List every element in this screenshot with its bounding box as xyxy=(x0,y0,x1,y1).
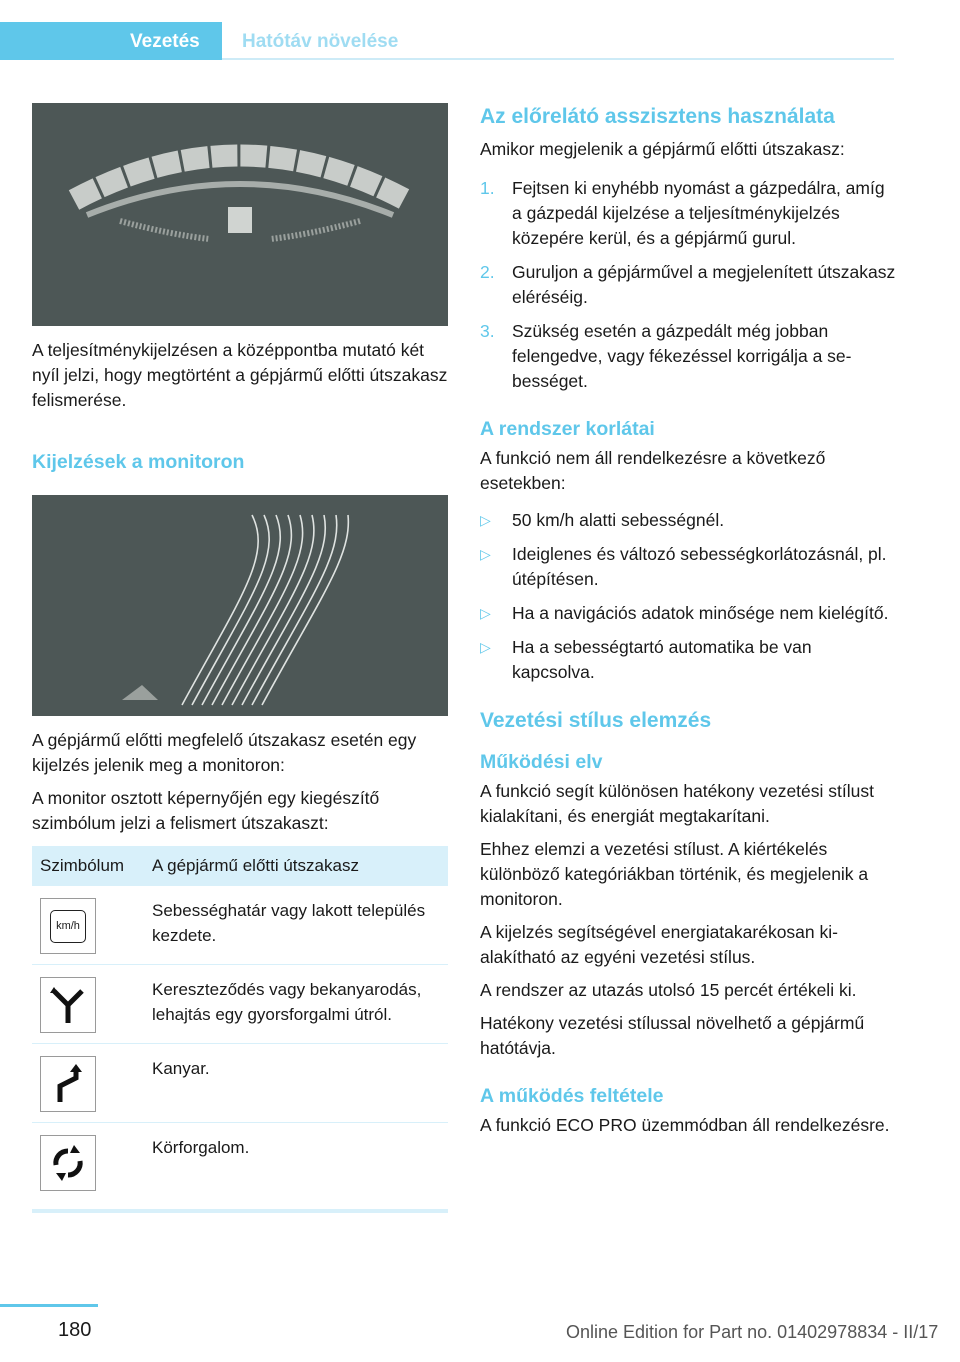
left-column xyxy=(32,103,448,1213)
usage-steps xyxy=(480,176,896,394)
roundabout-icon xyxy=(40,1135,96,1191)
power-gauge-graphic xyxy=(32,103,448,326)
table-header-row xyxy=(32,846,448,886)
page-header xyxy=(0,0,960,70)
table-cell-text: Kanyar. xyxy=(144,1044,448,1123)
junction-icon xyxy=(40,977,96,1033)
list-item: ▷ Ha a sebességtartó automatika be van kapcsolva. xyxy=(480,637,812,682)
figure1-caption: A teljesítménykijelzésen a középpontba mutató két nyíl jelzi, hogy megtörtént a gépjármű előtti útszakasz felismerése. xyxy=(32,340,448,410)
list-item: ▷ Ha a navigációs adatok minősége nem kielégítő. xyxy=(480,603,889,623)
limits-intro: A funkció nem áll rendelkezésre a következő esetekben: xyxy=(480,448,826,493)
principle-para: Hatékony vezetési stílussal növelhető a gépjármű hatótávja. xyxy=(480,1013,865,1058)
limits-list xyxy=(480,508,896,685)
heading-principle: Működési elv xyxy=(480,751,603,773)
footer-rule xyxy=(0,1304,98,1307)
monitor-para-1: A gépjármű előtti megfelelő útszakasz esetén egy kijelzés jelenik meg a monitoron: xyxy=(32,730,417,775)
curve-icon xyxy=(40,1056,96,1112)
table-row xyxy=(32,1044,448,1123)
symbol-table xyxy=(32,846,448,1213)
heading-driving-style: Vezetési stílus elemzés xyxy=(480,709,712,732)
heading-assistant-usage: Az előrelátó asszisztens használata xyxy=(480,105,835,128)
table-row xyxy=(32,1123,448,1212)
list-item: ▷ Ideiglenes és változó sebességkorlátozásnál, pl. útépítésen. xyxy=(480,544,887,589)
subsection-title: Hatótáv növelése xyxy=(242,31,399,52)
table-row xyxy=(32,886,448,965)
right-column xyxy=(480,103,896,1138)
col-header-segment: A gépjármű előtti útszakasz xyxy=(144,846,448,886)
principle-para: A rendszer az utazás utolsó 15 percét értékeli ki. xyxy=(480,980,857,1000)
header-rule xyxy=(222,58,894,60)
list-item: ▷ 50 km/h alatti sebességnél. xyxy=(480,510,725,530)
monitor-para-2: A monitor osztott képernyőjén egy kiegészítő szimbólum jelzi a felismert útszakaszt: xyxy=(32,788,380,833)
col-header-symbol: Szimbólum xyxy=(32,846,144,886)
principle-para: Ehhez elemzi a vezetési stílust. A kiértékelés különböző kategóriákban történik, és megjelenik a monitoron. xyxy=(480,839,869,909)
principle-para: A funkció segít különösen hatékony vezetési stílust kialakítani, és energiát megtakarítani. xyxy=(480,781,874,826)
principle-para: A kijelzés segítségével energiatakarékosan kialakítható az egyéni vezetési stílus. xyxy=(480,922,838,967)
table-cell-text: Kereszteződés vagy bekanyarodás, lehajtás egy gyorsforgalmi útról. xyxy=(144,965,448,1044)
power-display-illustration xyxy=(32,103,448,326)
warning-glyph xyxy=(122,685,158,700)
list-item: 1. Fejtsen ki enyhébb nyomást a gázpedálra, amíg a gázpedál kijelzése a teljesítménykijelzés közepére kerül, és a gépjármű gurul. xyxy=(480,178,885,248)
edition-note: Online Edition for Part no. 01402978834 - II/17 xyxy=(566,1322,939,1342)
section-title: Vezetés xyxy=(130,31,200,52)
road-lines-graphic xyxy=(32,495,448,716)
heading-system-limits: A rendszer korlátai xyxy=(480,418,655,440)
list-item: 3. Szükség esetén a gázpedált még jobban felengedve, vagy fékezéssel korrigálja a sebességet. xyxy=(480,321,852,391)
usage-intro: Amikor megjelenik a gépjármű előtti útszakasz: xyxy=(480,139,845,159)
condition-para: A funkció ECO PRO üzemmódban áll rendelkezésre. xyxy=(480,1115,890,1135)
speed-limit-kmh-icon: km/h xyxy=(40,898,96,954)
table-cell-text: Körforgalom. xyxy=(144,1123,448,1212)
list-item: 2. Guruljon a gépjárművel a megjelenített útszakasz eléréséig. xyxy=(480,262,896,307)
table-row xyxy=(32,965,448,1044)
road-segment-illustration xyxy=(32,495,448,716)
heading-condition: A működés feltétele xyxy=(480,1085,664,1107)
page-number: 180 xyxy=(58,1319,92,1341)
table-cell-text: Sebességhatár vagy lakott település kezdete. xyxy=(144,886,448,965)
heading-monitor-displays: Kijelzések a monitoron xyxy=(32,451,245,473)
